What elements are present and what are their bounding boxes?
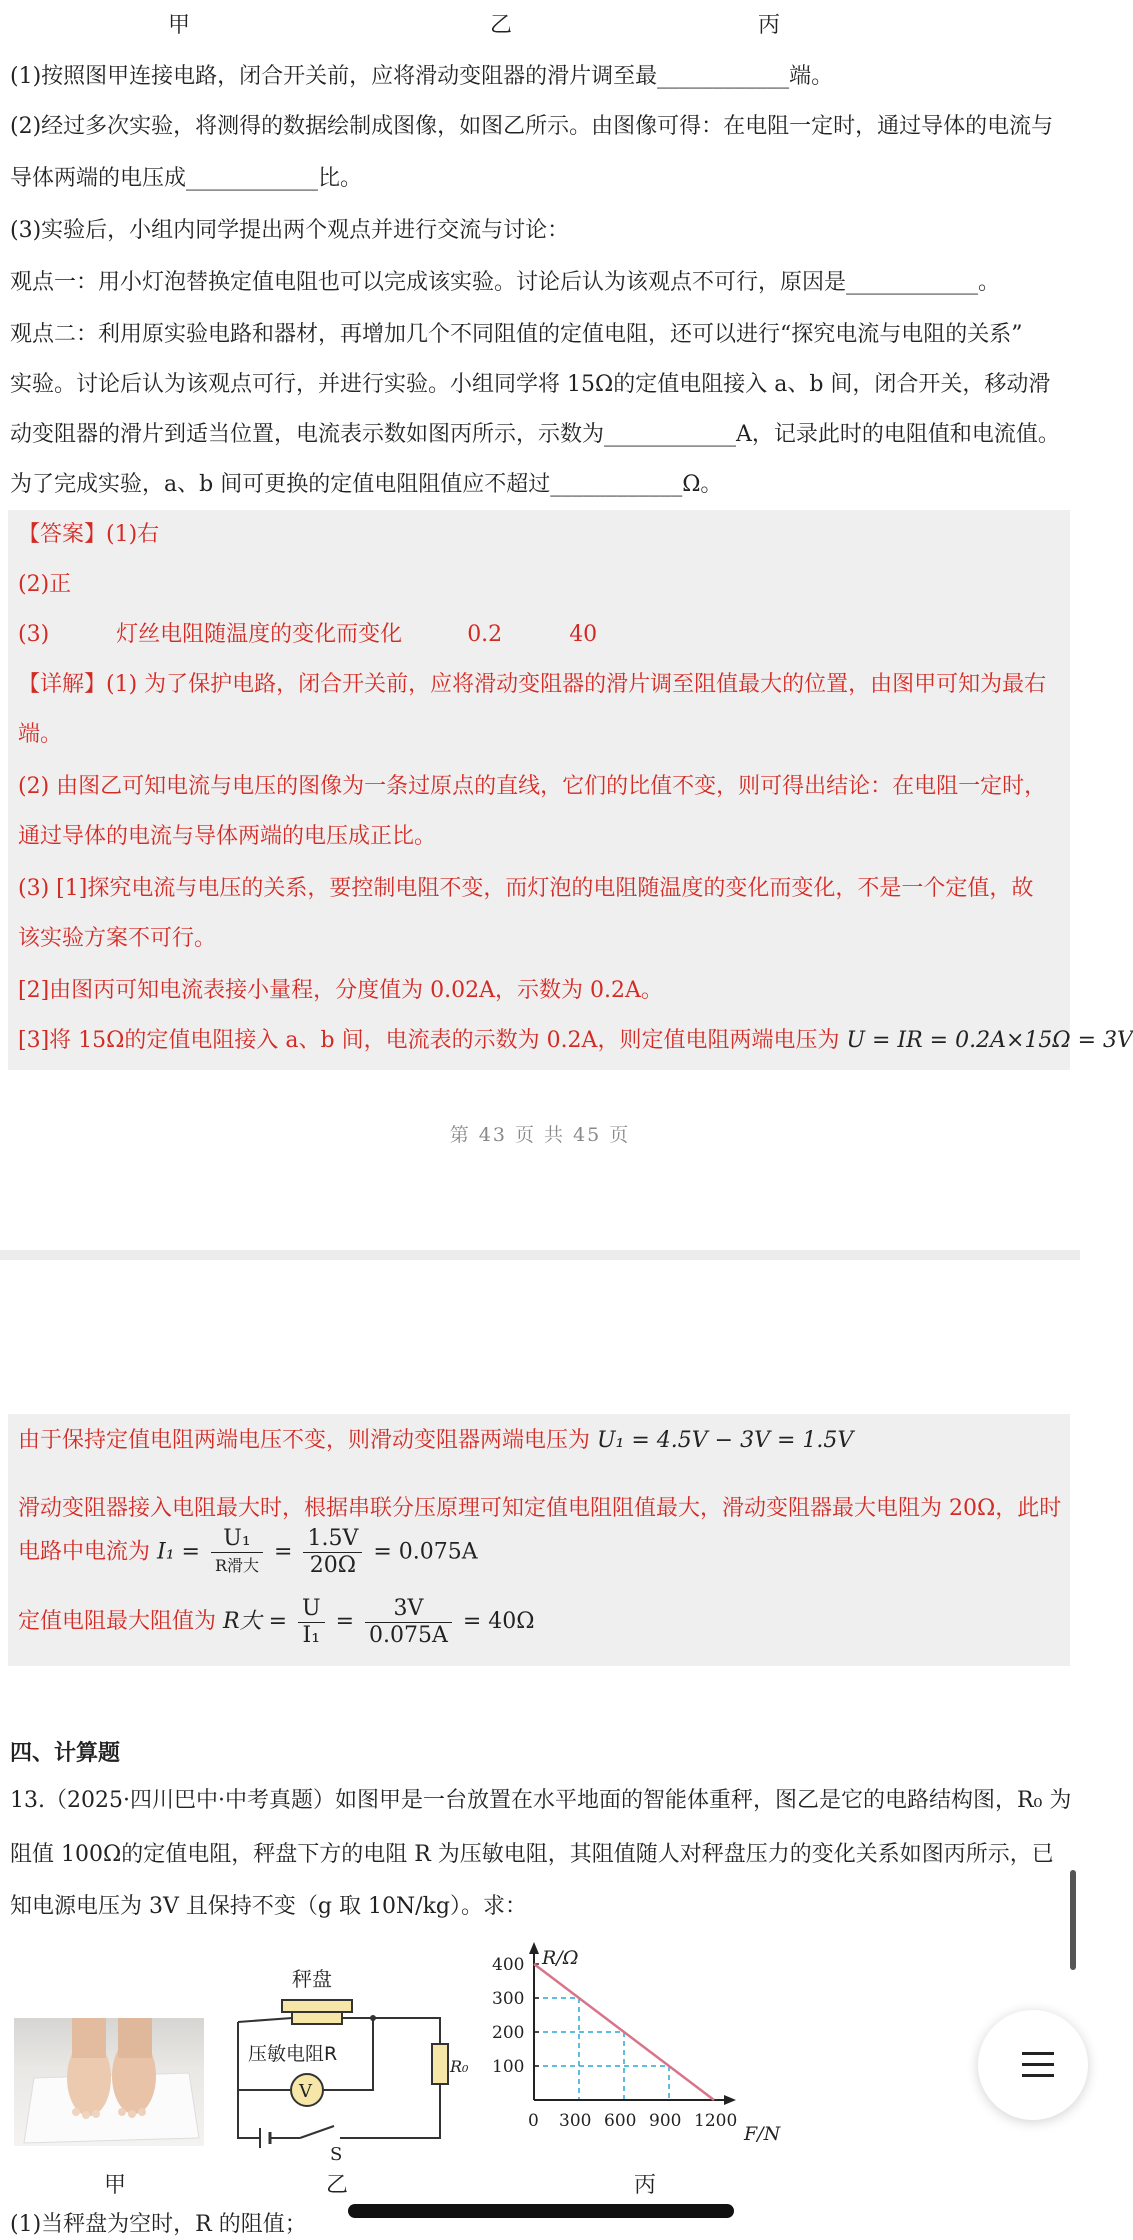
question-3: (3)实验后，小组内同学提出两个观点并进行交流与讨论： [10, 218, 570, 243]
x-tick-label: 300 [559, 2111, 592, 2131]
label-switch: S [330, 2144, 343, 2165]
fraction-u1-over-r [211, 1526, 263, 1579]
viewpoint-1: 观点一：用小灯泡替换定值电阻也可以完成该实验。讨论后认为该观点不可行，原因是____________。 [10, 270, 1001, 295]
circuit-diagram [230, 1960, 469, 2165]
detail-3-line-1: (3) [1]探究电流与电压的关系，要控制电阻不变，而灯泡的电阻随温度的变化而变化，不是一个定值，故 [18, 876, 1034, 901]
viewpoint-2-line-2: 实验。讨论后认为该观点可行，并进行实验。小组同学将 15Ω的定值电阻接入 a、b 间，闭合开关，移动滑 [10, 372, 1051, 397]
question-13-line-2: 阻值 100Ω的定值电阻，秤盘下方的电阻 R 为压敏电阻，其阻值随人对秤盘压力的变化关系如图丙所示，已 [10, 1842, 1054, 1867]
detail-2-line-1: (2) 由图乙可知电流与电压的图像为一条过原点的直线，它们的比值不变，则可得出结论：在电阻一定时， [18, 774, 1047, 799]
cont-4-text: 定值电阻最大阻值为 [18, 1609, 217, 1634]
cont-line-1 [18, 1426, 853, 1456]
section-title: 四、计算题 [10, 1741, 121, 1766]
cont-line-3: 电路中电流为 I₁ = $\frac{\text{U₁}}{\text{R滑大}}$ = $\frac{1.5V}{20\Omega}$ = 0.075A [18, 1526, 478, 1578]
bottom-fig-label-jia: 甲 [104, 2173, 127, 2198]
question-13-line-3: 知电源电压为 3V 且保持不变（g 取 10N/kg）。求： [10, 1894, 528, 1919]
y-axis-arrow [529, 1942, 539, 1954]
x-tick-label: 0 [528, 2111, 539, 2131]
x-tick-label: 1200 [694, 2111, 738, 2131]
x-tick-label: 600 [604, 2111, 637, 2131]
y-tick-label: 300 [492, 1989, 525, 2009]
answer-1: 【答案】(1)右 [18, 522, 160, 547]
detail-3-line-2: 该实验方案不可行。 [18, 926, 217, 951]
answer-3-b: 0.2 [467, 622, 503, 647]
cont-3-rhs: = 0.075A [373, 1539, 478, 1565]
scrollbar-thumb[interactable] [1070, 1870, 1076, 1970]
menu-icon [1022, 2063, 1054, 2066]
x-tick-label: 900 [649, 2111, 682, 2131]
fraction-numerator: 1.5V [303, 1526, 362, 1553]
page-divider [0, 1250, 1080, 1260]
r0-resistor [432, 2044, 448, 2084]
bottom-fig-label-bing: 丙 [634, 2173, 657, 2198]
detail-5-text: [3]将 15Ω的定值电阻接入 a、b 间，电流表的示数为 0.2A，则定值电阻两端电压为 [18, 1028, 840, 1053]
home-indicator[interactable] [348, 2204, 734, 2218]
fraction-u-over-i1 [298, 1596, 325, 1649]
viewpoint-2-line-1: 观点二：利用原实验电路和器材，再增加几个不同阻值的定值电阻，还可以进行“探究电流与电阻的关系” [10, 322, 1023, 347]
fraction-3v-over-0075 [365, 1596, 452, 1649]
cont-3-lhs: I₁ = [157, 1539, 200, 1565]
answer-2: (2)正 [18, 572, 72, 597]
answer-3-a: 灯丝电阻随温度的变化而变化 [116, 622, 403, 647]
answer-block [8, 510, 1133, 1070]
question-2-line-2: 导体两端的电压成____________比。 [10, 166, 363, 191]
r-f-chart [490, 1940, 790, 2155]
fraction-numerator: U [298, 1596, 325, 1623]
answer-3-prefix: (3) [18, 622, 50, 647]
x-axis-arrow [724, 2095, 736, 2105]
viewpoint-2-line-3: 动变阻器的滑片到适当位置，电流表示数如图丙所示，示数为____________A，记录此时的电阻值和电流值。 [10, 422, 1060, 447]
y-tick-label: 400 [492, 1955, 525, 1975]
fraction-1-5v-over-20 [303, 1526, 362, 1579]
scale-photo-illustration [14, 2018, 204, 2146]
cont-line-2: 滑动变阻器接入电阻最大时，根据串联分压原理可知定值电阻阻值最大，滑动变阻器最大电阻为 20Ω，此时 [18, 1496, 1062, 1521]
detail-5 [18, 1026, 1133, 1056]
fraction-numerator: U₁ [211, 1526, 263, 1553]
answer-3 [18, 620, 597, 650]
cont-4-lhs: R大 = [223, 1609, 288, 1634]
detail-1-line-1: 【详解】(1) 为了保护电路，闭合开关前，应将滑动变阻器的滑片调至阻值最大的位置，由图甲可知为最右 [18, 672, 1047, 697]
fraction-denominator: I₁ [302, 1622, 321, 1648]
dashed-guide-line [534, 2066, 669, 2100]
fraction-denominator: 0.075A [369, 1622, 448, 1648]
label-pan: 秤盘 [292, 1967, 332, 1991]
dashed-guide-line [534, 1998, 579, 2100]
pan-plate [282, 2000, 352, 2012]
cont-1-text: 由于保持定值电阻两端电压不变，则滑动变阻器两端电压为 [18, 1428, 591, 1453]
label-voltmeter: V [299, 2081, 312, 2102]
cont-1-equation: U₁ = 4.5V − 3V = 1.5V [597, 1428, 854, 1453]
page-footer: 第 43 页 共 45 页 [449, 1124, 631, 1146]
menu-button[interactable] [978, 2010, 1088, 2120]
cont-4-rhs: = 40Ω [462, 1609, 535, 1634]
y-tick-label: 100 [492, 2057, 525, 2077]
question-1: (1)按照图甲连接电路，闭合开关前，应将滑动变阻器的滑片调至最____________端。 [10, 64, 834, 89]
fraction-denominator: 20Ω [309, 1553, 356, 1578]
fraction-numerator: 3V [365, 1596, 452, 1623]
detail-5-equation: U = IR = 0.2A×15Ω = 3V [846, 1028, 1133, 1053]
cont-3-text: 电路中电流为 [18, 1539, 151, 1565]
pressure-resistor-body [292, 2012, 342, 2024]
y-tick-label: 200 [492, 2023, 525, 2043]
fig-label-bing: 丙 [758, 13, 781, 38]
detail-4: [2]由图丙可知电流表接小量程，分度值为 0.02A，示数为 0.2A。 [18, 978, 663, 1003]
x-axis-label: F/N [744, 2123, 781, 2145]
scale-photo [14, 2018, 204, 2146]
detail-1-line-2: 端。 [18, 722, 63, 747]
y-axis-label: R/Ω [542, 1947, 579, 1969]
bottom-fig-label-yi: 乙 [326, 2173, 349, 2198]
switch-lever [300, 2126, 334, 2138]
question-2-line-1: (2)经过多次实验，将测得的数据绘制成图像，如图乙所示。由图像可得：在电阻一定时，通过导体的电流与 [10, 114, 1054, 139]
menu-icon [1022, 2052, 1054, 2055]
answer-3-c: 40 [569, 622, 598, 647]
question-13-sub-1: (1)当秤盘为空时，R 的阻值； [10, 2212, 307, 2237]
fig-label-jia: 甲 [168, 13, 191, 38]
viewpoint-2-line-4: 为了完成实验，a、b 间可更换的定值电阻阻值应不超过____________Ω。 [10, 472, 723, 497]
fraction-denominator: R滑大 [214, 1556, 260, 1575]
answer-continuation-block [8, 1414, 1070, 1666]
menu-icon [1022, 2074, 1054, 2077]
fig-label-yi: 乙 [490, 13, 513, 38]
cont-line-4: 定值电阻最大阻值为 R大 = $\frac{U}{\text{I₁}}$ = $\frac{3V}{0.075A}$ = 40Ω [18, 1595, 535, 1648]
question-13-line-1: 13.（2025·四川巴中·中考真题）如图甲是一台放置在水平地面的智能体重秤，图乙是它的电路结构图，R₀ 为 [10, 1788, 1072, 1813]
label-r0: R₀ [450, 2057, 469, 2076]
detail-2-line-2: 通过导体的电流与导体两端的电压成正比。 [18, 824, 437, 849]
label-pressure-resistor: 压敏电阻R [248, 2043, 338, 2065]
